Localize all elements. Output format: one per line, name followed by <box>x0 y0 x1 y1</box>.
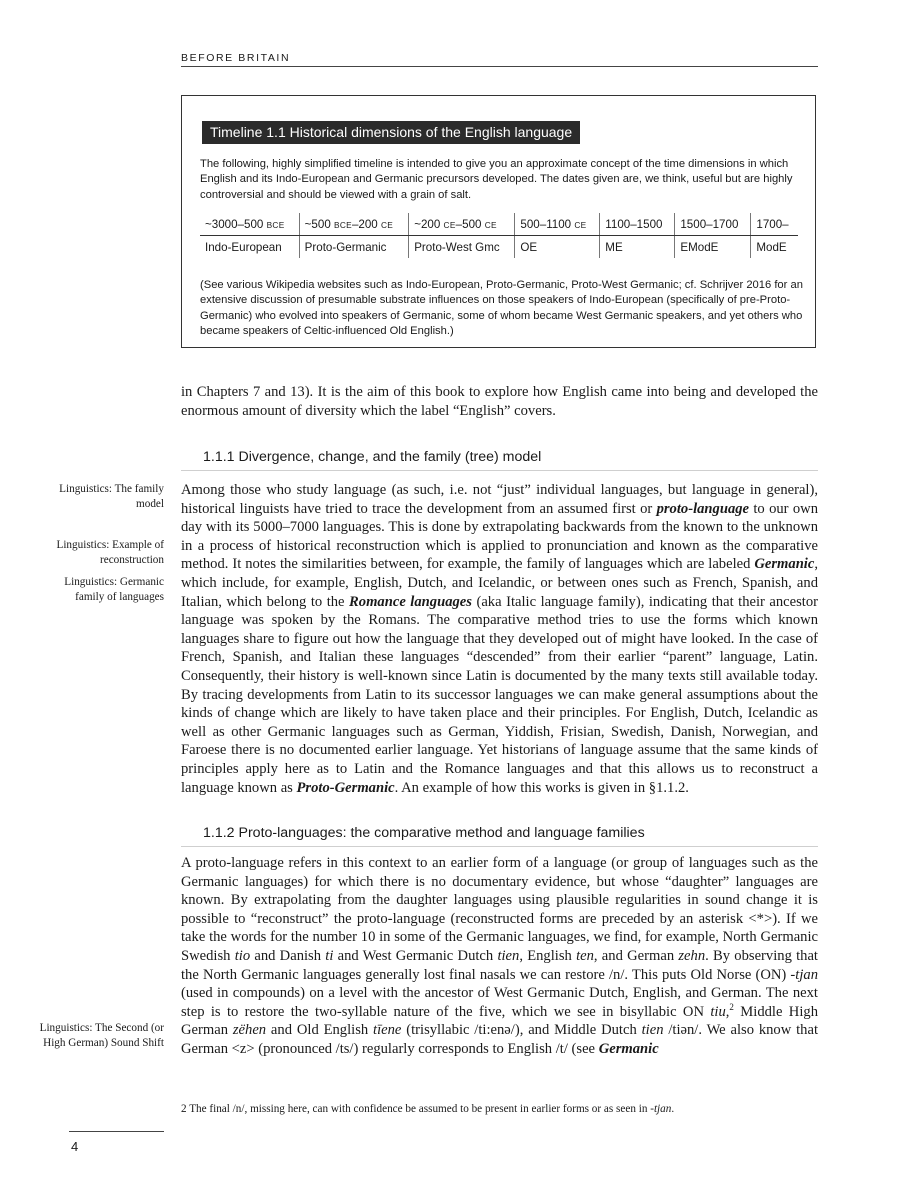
running-head-rule <box>181 66 818 67</box>
margin-note-germanic-family: Linguistics: Germanic family of languages <box>64 576 164 603</box>
timeline-period-dates: 1100–1500 <box>600 213 675 236</box>
timeline-title: Timeline 1.1 Historical dimensions of the English language <box>202 121 580 144</box>
term-proto-germanic: Proto-Germanic <box>296 779 395 796</box>
margin-note-family-model: Linguistics: The family model <box>59 483 164 510</box>
section-rule-1-1-1 <box>181 470 818 471</box>
term-germanic: Germanic <box>754 556 815 573</box>
timeline-period-stage: Indo-European <box>200 236 299 259</box>
margin-note-reconstruction: Linguistics: Example of reconstruction <box>56 539 164 566</box>
timeline-period-dates: ~3000–500 BCE <box>200 213 299 236</box>
footnote: 2 The final /n/, missing here, can with confidence be assumed to be present in earlier forms or as seen in -tjan. <box>181 1103 675 1115</box>
timeline-period-dates: ~500 BCE–200 CE <box>299 213 409 236</box>
timeline-period-stage: Proto-West Gmc <box>409 236 515 259</box>
timeline-box <box>181 95 816 348</box>
timeline-period-dates: ~200 CE–500 CE <box>409 213 515 236</box>
timeline-note: (See various Wikipedia websites such as Indo-European, Proto-Germanic, Proto-West Germanic; cf. Schrijver 2016 for an extensive discussion of presumable substrate influences on those speakers of Indo-European (specifically of pre-Proto-Germanic) who evolved into speakers of Germanic, some of whom became West Germanic speakers, and yet others who became speakers of Celtic-influenced Old English.) <box>200 279 803 338</box>
timeline-period-stage: ModE <box>756 240 787 254</box>
term-germanic-crossref: Germanic <box>598 1040 659 1057</box>
footnote-marker: 2 <box>729 1001 734 1012</box>
continuation-paragraph: in Chapters 7 and 13). It is the aim of this book to explore how English came into being and developed the enormous amount of diversity which the label “English” covers. <box>181 384 818 419</box>
term-proto-language: proto-language <box>656 500 750 517</box>
timeline-stages-row <box>200 236 798 259</box>
timeline-table <box>200 213 798 258</box>
timeline-period-stage: OE <box>515 236 600 259</box>
timeline-period-dates: 1500–1700 <box>675 213 751 236</box>
timeline-period-dates: 1700– <box>751 213 798 236</box>
timeline-dates-row <box>200 213 798 236</box>
term-romance-languages: Romance languages <box>349 593 472 610</box>
section-heading-1-1-1: 1.1.1 Divergence, change, and the family (tree) model <box>203 449 542 465</box>
margin-note-sound-shift: Linguistics: The Second (or High German) Sound Shift <box>39 1022 164 1049</box>
section-rule-1-1-2 <box>181 846 818 847</box>
page-number: 4 <box>71 1139 79 1154</box>
section-heading-1-1-2: 1.1.2 Proto-languages: the comparative method and language families <box>203 825 645 841</box>
timeline-period-stage: EModE <box>675 236 751 259</box>
page-number-rule <box>69 1131 164 1132</box>
running-head: BEFORE BRITAIN <box>181 52 291 64</box>
timeline-period-stage: ME <box>600 236 675 259</box>
timeline-period-dates: 500–1100 CE <box>515 213 600 236</box>
timeline-intro: The following, highly simplified timeline is intended to give you an approximate concept of the time dimensions in which English and its Indo-European and Germanic precursors developed. The dates given are, we think, useful but are highly controversial and should be viewed with a grain of salt. <box>200 158 793 201</box>
paragraph-divergence: Among those who study language (as such, i.e. not “just” individual languages, but language in general), historical linguists have tried to trace the development from an assumed first or proto-language to our own day with its 5000–7000 languages. This is done by extrapolating backwards from the known to the unknown in a process of historical reconstruction which is applied to pronunciation and known as the comparative method. It notes the similarities between, for example, the family of languages which are labeled Germanic, which include, for example, English, Dutch, and Icelandic, or between ones such as French, Spanish, and Italian, which belong to the Romance languages (aka Italic language family), indicating that their ancestor language was spoken by the Romans. The comparative method tries to use the forms which known languages share to figure out how the language that they developed out of might have looked. In the case of French, Spanish, and Italian these languages “descended” from their earlier “parent” language, Latin. Consequently, their history is well-known since Latin is documented by the many texts still available today. By tracing developments from Latin to its successor languages we can make general assumptions about the kinds of change which are likely to have taken place and their principles. For English, Dutch, Icelandic as well as other Germanic languages such as German, Yiddish, Frisian, Swedish, Danish, Norwegian, and Faroese there is no documented earlier language. Yet historians of language assume that the same kinds of principles apply here as to Latin and the Romance languages and that this allows us to reconstruct a language known as Proto-Germanic. An example of how this works is given in §1.1.2. <box>181 482 819 796</box>
timeline-period-stage: Proto-Germanic <box>299 236 409 259</box>
paragraph-proto-languages: A proto-language refers in this context to an earlier form of a language (or group of languages such as the Germanic languages) for which there is no documentary evidence, but whose “daughter” languages are known. By extrapolating from the daughter languages using plausible regularities in sound change it is possible to “reconstruct” the proto-language (reconstructed forms are preceded by an asterisk <*>). If we take the words for the number 10 in some of the Germanic languages, we find, for example, North Germanic Swedish tio and Danish ti and West Germanic Dutch tien, English ten, and German zehn. By observing that the North Germanic languages generally lost final nasals we can restore /n/. This puts Old Norse (ON) -tjan (used in compounds) on a level with the ancestor of West Germanic Dutch, English, and German. The next step is to restore the two-syllable nature of the five, which we see in bisyllabic ON tiu,$^2$ Middle High German zëhen and Old English tīene (trisyllabic /ti:enə/), and Middle Dutch tien /tiən/. We also know that German <z> (pronounced /ts/) regularly corresponds to English /t/ (see Germanic <box>181 855 818 1057</box>
